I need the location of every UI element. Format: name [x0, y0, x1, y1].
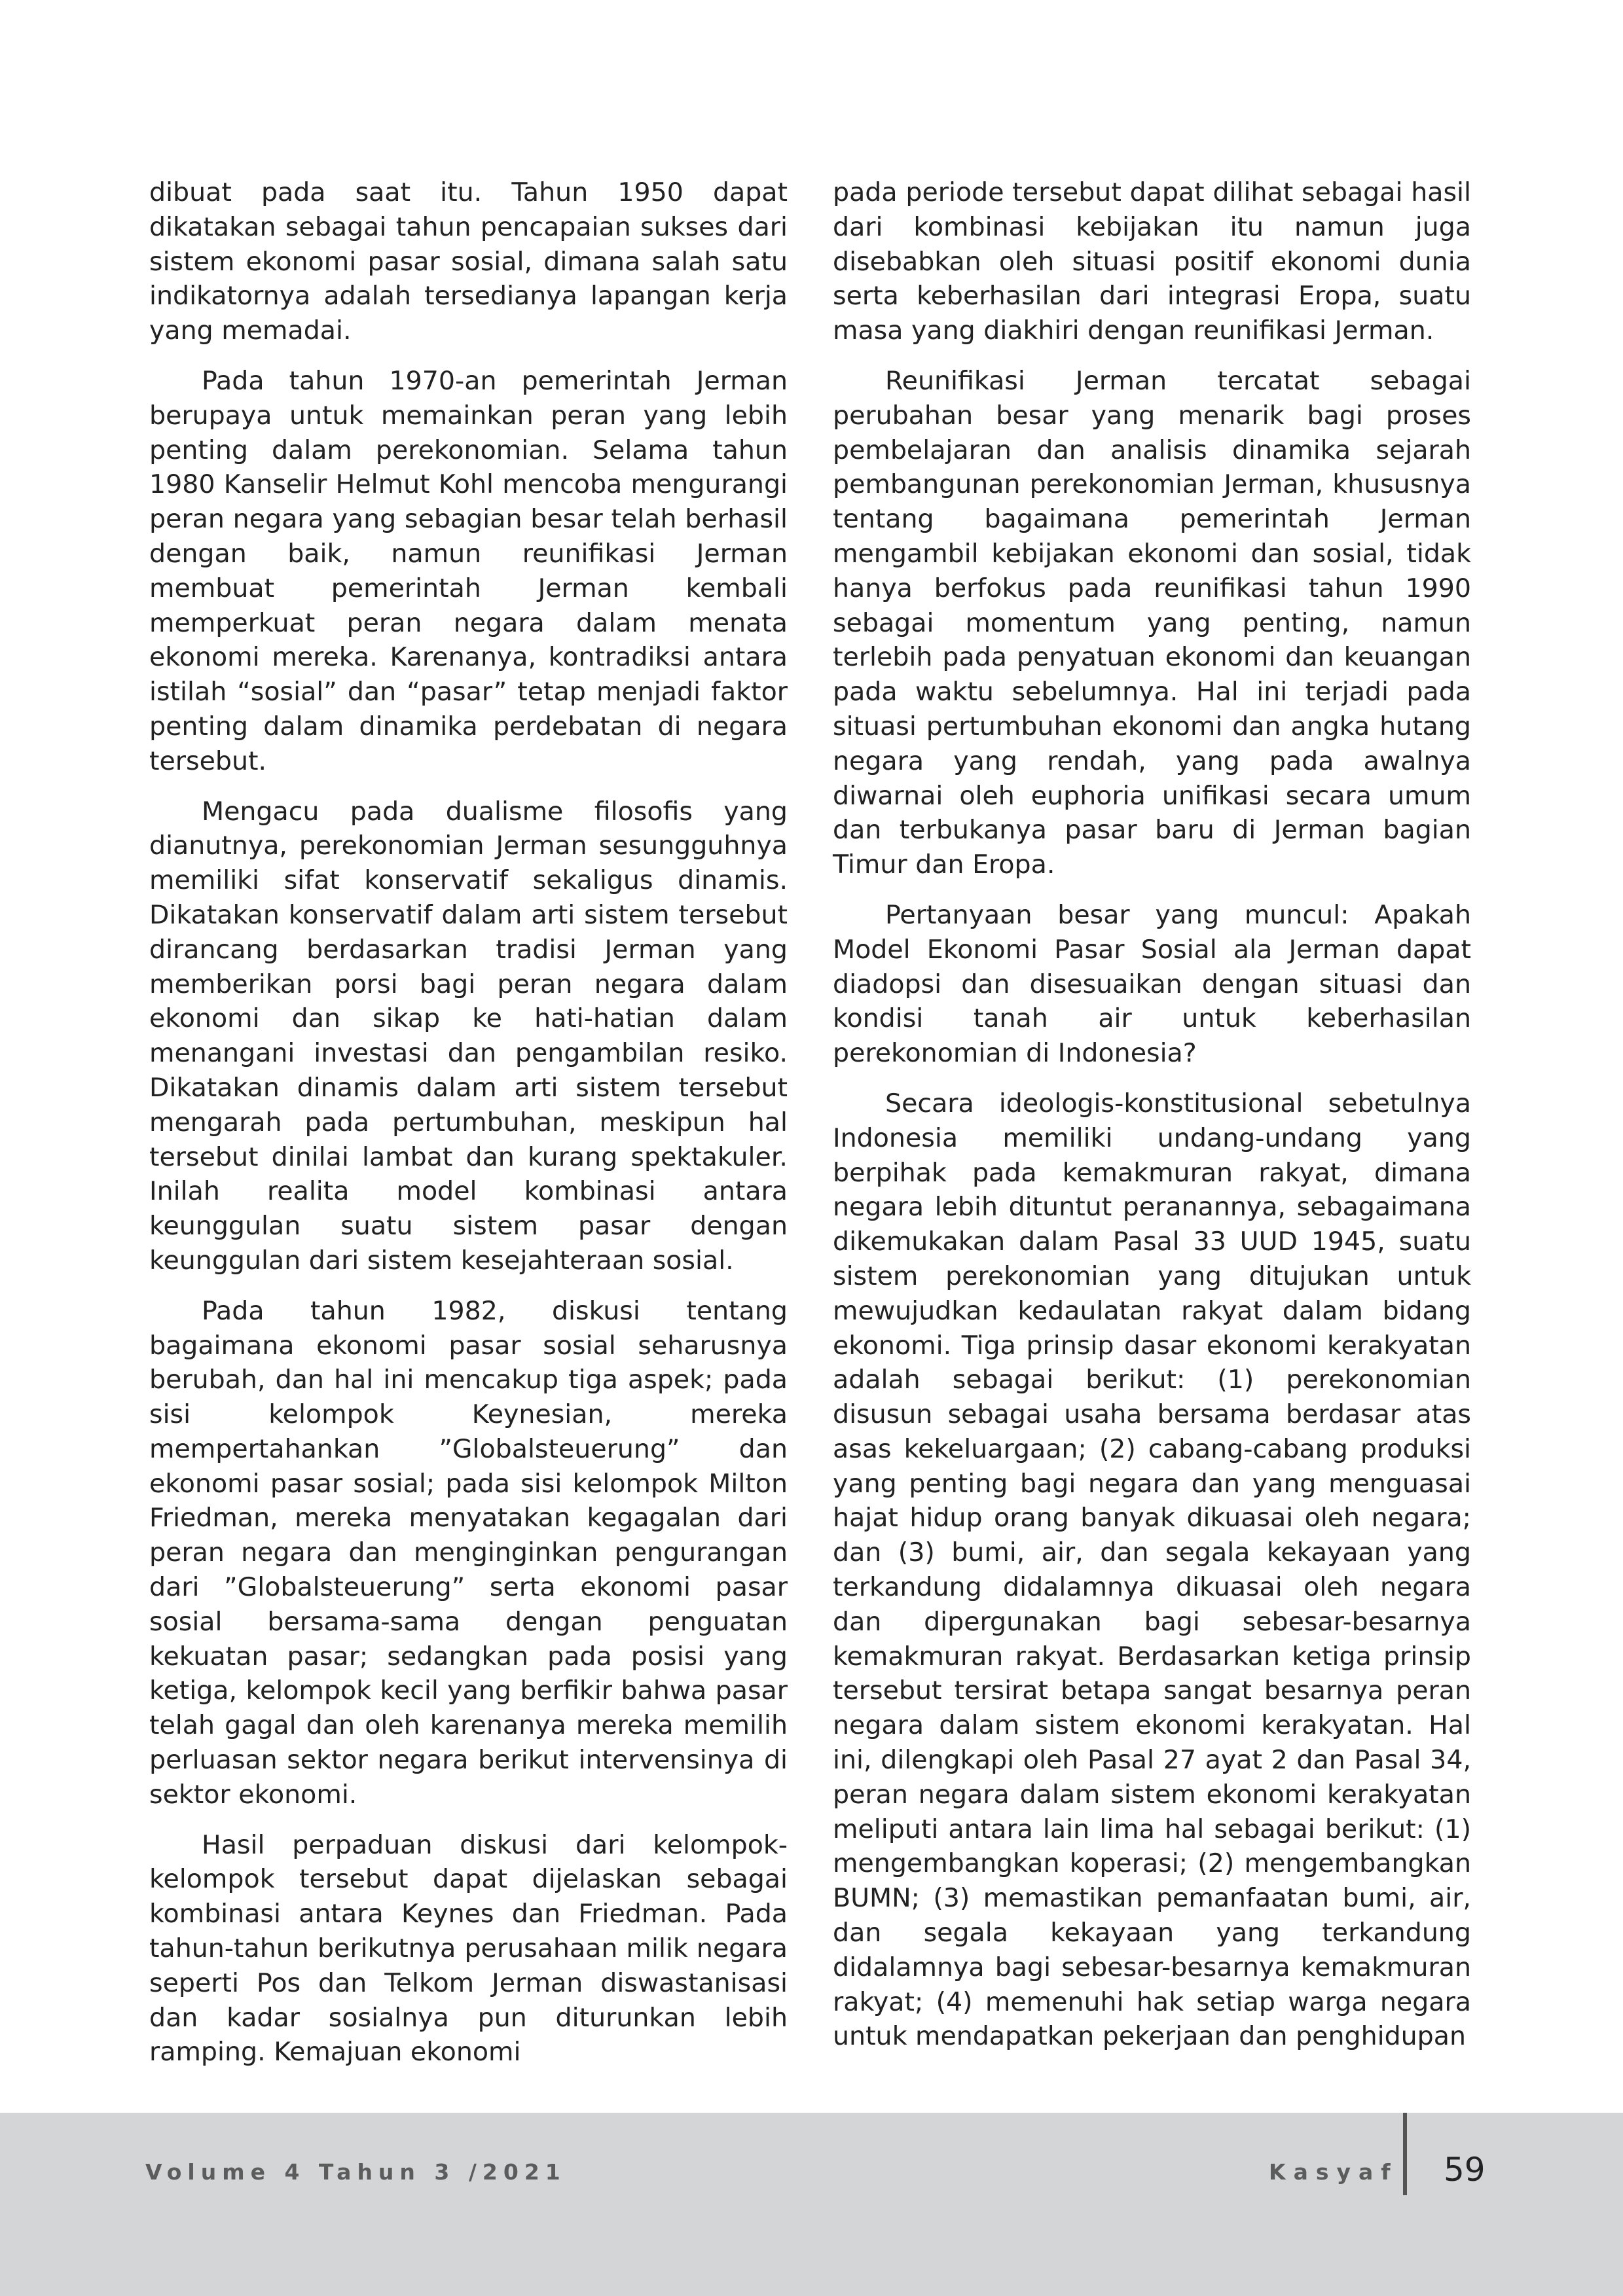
paragraph: Hasil perpaduan diskusi dari kelompok-kelompok tersebut dapat dijelaskan sebagai kombinasi antara Keynes dan Friedman. Pada tahun-tahun berikutnya perusahaan milik negara seperti Pos dan Telkom Jerman diswastanisasi dan kadar sosialnya pun diturunkan lebih ramping. Kemajuan ekonomi	[149, 1829, 788, 2068]
page-footer	[0, 2113, 1623, 2296]
paragraph: Reunifikasi Jerman tercatat sebagai perubahan besar yang menarik bagi proses pembelajaran dan analisis dinamika sejarah pembangunan perekonomian Jerman, khususnya tentang bagaimana pemerintah Jerman mengambil kebijakan ekonomi dan sosial, tidak hanya berfokus pada reunifikasi tahun 1990 sebagai momentum yang penting, namun terlebih pada penyatuan ekonomi dan keuangan pada waktu sebelumnya. Hal ini terjadi pada situasi pertumbuhan ekonomi dan angka hutang negara yang rendah, yang pada awalnya diwarnai oleh euphoria unifikasi secara umum dan terbukanya pasar baru di Jerman bagian Timur dan Eropa.	[833, 365, 1471, 880]
left-text-column	[149, 175, 788, 2070]
paragraph: pada periode tersebut dapat dilihat sebagai hasil dari kombinasi kebijakan itu namun juga disebabkan oleh situasi positif ekonomi dunia serta keberhasilan dari integrasi Eropa, suatu masa yang diakhiri dengan reunifikasi Jerman.	[833, 177, 1471, 346]
paragraph: Pada tahun 1970-an pemerintah Jerman berupaya untuk memainkan peran yang lebih penting dalam perekonomian. Selama tahun 1980 Kanselir Helmut Kohl mencoba mengurangi peran negara yang sebagian besar telah berhasil dengan baik, namun reunifikasi Jerman membuat pemerintah Jerman kembali memperkuat peran negara dalam menata ekonomi mereka. Karenanya, kontradiksi antara istilah “sosial” dan “pasar” tetap menjadi faktor penting dalam dinamika perdebatan di negara tersebut.	[149, 365, 788, 776]
paragraph: Secara ideologis-konstitusional sebetulnya Indonesia memiliki undang-undang yang berpihak pada kemakmuran rakyat, dimana negara lebih dituntut peranannya, sebagaimana dikemukakan dalam Pasal 33 UUD 1945, suatu sistem perekonomian yang ditujukan untuk mewujudkan kedaulatan rakyat dalam bidang ekonomi. Tiga prinsip dasar ekonomi kerakyatan adalah sebagai berikut: (1) perekonomian disusun sebagai usaha bersama berdasar atas asas kekeluargaan; (2) cabang-cabang produksi yang penting bagi negara dan yang menguasai hajat hidup orang banyak dikuasai oleh negara; dan (3) bumi, air, dan segala kekayaan yang terkandung didalamnya dikuasai oleh negara dan dipergunakan bagi sebesar-besarnya kemakmuran rakyat. Berdasarkan ketiga prinsip tersebut tersirat betapa sangat besarnya peran negara dalam sistem ekonomi kerakyatan. Hal ini, dilengkapi oleh Pasal 27 ayat 2 dan Pasal 34, peran negara dalam sistem ekonomi kerakyatan meliputi antara lain lima hal sebagai berikut: (1) mengembangkan koperasi; (2) mengembangkan BUMN; (3) memastikan pemanfaatan bumi, air, dan segala kekayaan yang terkandung didalamnya bagi sebesar-besarnya kemakmuran rakyat; (4) memenuhi hak setiap warga negara untuk mendapatkan pekerjaan dan penghidupan	[833, 1088, 1471, 2052]
paragraph: Pada tahun 1982, diskusi tentang bagaimana ekonomi pasar sosial seharusnya berubah, dan hal ini mencakup tiga aspek; pada sisi kelompok Keynesian, mereka mempertahankan ”Globalsteuerung” dan ekonomi pasar sosial; pada sisi kelompok Milton Friedman, mereka menyatakan kegagalan dari peran negara dan menginginkan pengurangan dari ”Globalsteuerung” serta ekonomi pasar sosial bersama-sama dengan penguatan kekuatan pasar; sedangkan pada posisi yang ketiga, kelompok kecil yang berfikir bahwa pasar telah gagal dan oleh karenanya mereka memilih perluasan sektor negara berikut intervensinya di sektor ekonomi.	[149, 1295, 788, 1810]
footer-divider	[1403, 2113, 1407, 2195]
right-text-column	[833, 175, 1471, 2054]
paragraph: Mengacu pada dualisme filosofis yang dianutnya, perekonomian Jerman sesungguhnya memiliki sifat konservatif sekaligus dinamis. Dikatakan konservatif dalam arti sistem tersebut dirancang berdasarkan tradisi Jerman yang memberikan porsi bagi peran negara dalam ekonomi dan sikap ke hati-hatian dalam menangani investasi dan pengambilan resiko. Dikatakan dinamis dalam arti sistem tersebut mengarah pada pertumbuhan, meskipun hal tersebut dinilai lambat dan kurang spektakuler. Inilah realita model kombinasi antara keunggulan suatu sistem pasar dengan keunggulan dari sistem kesejahteraan sosial.	[149, 796, 788, 1276]
paragraph: Pertanyaan besar yang muncul: Apakah Model Ekonomi Pasar Sosial ala Jerman dapat diadopsi dan disesuaikan dengan situasi dan kondisi tanah air untuk keberhasilan perekonomian di Indonesia?	[833, 899, 1471, 1069]
volume-label: Volume 4 Tahun 3 /2021	[145, 2159, 566, 2185]
page-number: 59	[1444, 2151, 1486, 2189]
journal-name: Kasyaf	[1269, 2159, 1398, 2185]
paragraph: dibuat pada saat itu. Tahun 1950 dapat dikatakan sebagai tahun pencapaian sukses dari sistem ekonomi pasar sosial, dimana salah satu indikatornya adalah tersedianya lapangan kerja yang memadai.	[149, 177, 788, 346]
